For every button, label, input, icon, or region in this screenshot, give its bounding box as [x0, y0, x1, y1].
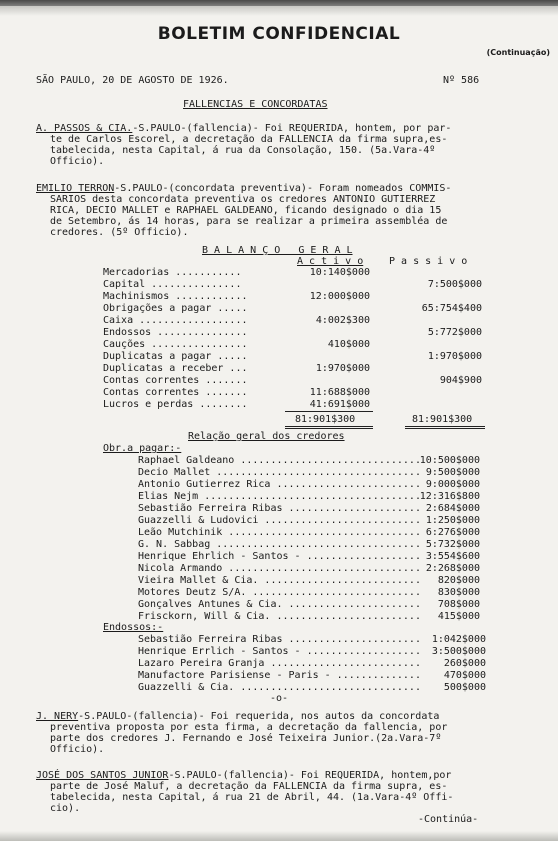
creditor-value: 9:500$000 — [425, 467, 480, 478]
creditor-name: G. N. Sabbag .................................. — [138, 539, 421, 550]
balanco-row-passivo: 904$900 — [439, 375, 482, 386]
entry-line: parte de José Maluf, a decretação da FALLENCIA da firma supra, es- — [50, 781, 448, 792]
endosso-name: Sebastião Ferreira Ribas ...................... — [138, 634, 421, 645]
passivo-header: P a s s i v o — [389, 256, 468, 267]
balanco-row-label: Lucros e perdas ........ — [103, 399, 248, 410]
balanco-row-activo: 1:970$000 — [315, 363, 370, 374]
balanco-row-label: Caixa .................. — [103, 315, 248, 326]
creditor-name: Antonio Gutierrez Rica ........................ — [138, 479, 421, 490]
activo-header: A c t i v o — [297, 256, 364, 267]
entry-line: te de Carlos Escorel, a decretação da FALLENCIA da firma supra,es- — [50, 134, 448, 145]
obr-label: Obr.a pagar:- — [103, 443, 182, 454]
creditor-value: 12:316$800 — [419, 491, 480, 502]
balanco-row-passivo: 7:500$000 — [427, 279, 482, 290]
entry-line: tabelecida, nesta Capital, á rua 21 de Abril, 44. (1a.Vara-4º Offi- — [50, 792, 454, 803]
endosso-name: Lazaro Pereira Granja ......................... — [138, 658, 421, 669]
balanco-row-label: Obrigações a pagar ..... — [103, 303, 248, 314]
balanco-row-label: Duplicatas a pagar ..... — [103, 351, 248, 362]
entry-name: EMILIO TERRON — [36, 183, 115, 194]
entry-name: JOSÉ DOS SANTOS JUNIOR — [36, 770, 169, 781]
total-passivo: 81:901$300 — [412, 414, 473, 425]
creditor-value: 708$000 — [437, 599, 480, 610]
continues-note: -Continúa- — [418, 814, 479, 825]
activo-total-rule — [285, 426, 373, 429]
entry-line: SARIOS desta concordata preventiva os credores ANTONIO GUTIERREZ — [50, 194, 436, 205]
creditor-name: Guazzelli & Ludovici .......................... — [138, 515, 421, 526]
balanco-row-activo: 4:002$300 — [315, 315, 370, 326]
credores-title: Relação geral dos credores — [188, 431, 345, 442]
balanco-row-label: Duplicatas a receber ... — [103, 363, 248, 374]
creditor-name: Decio Mallet .................................. — [138, 467, 421, 478]
creditor-value: 10:500$000 — [419, 455, 480, 466]
endossos-label: Endossos:- — [103, 622, 164, 633]
creditor-name: Nicola Armando ................................ — [138, 563, 421, 574]
entry-name: J. NERY — [36, 711, 79, 722]
creditor-name: Elias Nejm .................................... — [138, 491, 421, 502]
creditor-name: Frisckorn, Will & Cia. ........................ — [138, 611, 421, 622]
entry-line: parte dos credores J. Fernando e José Teixeira Junior.(2a.Vara-7º — [50, 733, 442, 744]
separator: -o- — [270, 693, 289, 704]
entry-line: credores. (5º Officio). — [50, 227, 189, 238]
creditor-value: 820$000 — [437, 575, 480, 586]
creditor-value: 830$000 — [437, 587, 480, 598]
activo-sum-rule — [285, 411, 373, 412]
top-scan-shadow — [0, 6, 558, 16]
passivo-total-rule — [405, 426, 485, 429]
creditor-value: 415$000 — [437, 611, 480, 622]
balanco-title: B A L A N Ç O G E R A L — [202, 245, 353, 256]
creditor-name: Gonçalves Antunes & Cia. ...................... — [138, 599, 421, 610]
balanco-row-passivo: 1:970$000 — [427, 351, 482, 362]
date-line: SÃO PAULO, 20 DE AGOSTO DE 1926. — [36, 75, 229, 86]
entry-line: -S.PAULO-(fallencia)- Foi REQUERIDA, hontem, por par- — [132, 123, 452, 134]
balanco-row-activo: 410$000 — [327, 339, 370, 350]
balanco-row-label: Endossos ............... — [103, 327, 248, 338]
endosso-value: 470$000 — [443, 670, 486, 681]
endosso-name: Henrique Errlich - Santos - ................... — [138, 646, 421, 657]
entry-line: de Setembro, ás 14 horas, para se realizar a primeira assembléa de — [50, 216, 448, 227]
balanco-row-passivo: 65:754$400 — [421, 303, 482, 314]
endosso-value: 1:042$000 — [431, 634, 486, 645]
section-heading: FALLENCIAS E CONCORDATAS — [183, 99, 328, 110]
total-activo: 81:901$300 — [295, 414, 356, 425]
creditor-name: Vieira Mallet & Cia. .......................... — [138, 575, 421, 586]
balanco-row-label: Mercadorias ........... — [103, 267, 242, 278]
balanco-row-passivo: 5:772$000 — [427, 327, 482, 338]
creditor-value: 1:250$000 — [425, 515, 480, 526]
creditor-value: 2:684$000 — [425, 503, 480, 514]
entry-line: Officio). — [50, 156, 105, 167]
entry-line: tabelecida, nesta Capital, á rua da Consolação, 150. (5a.Vara-4º — [50, 145, 436, 156]
endosso-name: Guazzelli & Cia. .............................. — [138, 682, 421, 693]
balanco-row-activo: 41:691$000 — [309, 399, 370, 410]
creditor-value: 9:000$000 — [425, 479, 480, 490]
endosso-name: Manufactore Parisiense - Paris - .............. — [138, 670, 421, 681]
balanco-row-label: Machinismos ............ — [103, 291, 248, 302]
creditor-value: 3:554$600 — [425, 551, 480, 562]
creditor-name: Leão Mutchinik ................................ — [138, 527, 421, 538]
creditor-name: Raphael Galdeano .............................. — [138, 455, 421, 466]
creditor-name: Henrique Ehrlich - Santos - ................... — [138, 551, 421, 562]
bulletin-number: Nº 586 — [443, 75, 480, 86]
balanco-row-label: Contas correntes ....... — [103, 375, 248, 386]
creditor-value: 2:268$000 — [425, 563, 480, 574]
continuation-note: (Continuação) — [486, 48, 550, 57]
entry-line: -S.PAULO-(fallencia)- Foi REQUERIDA, hontem,por — [168, 770, 452, 781]
endosso-value: 500$000 — [443, 682, 486, 693]
entry-line: Officio). — [50, 744, 105, 755]
endosso-value: 3:500$000 — [431, 646, 486, 657]
entry-line: -S.PAULO-(fallencia)- Foi requerida, nos autos da concordata — [78, 711, 440, 722]
entry-line: RICA, DECIO MALLET e RAPHAEL GALDEANO, ficando designado o dia 15 — [50, 205, 442, 216]
entry-line: -S.PAULO-(concordata preventiva)- Foram nomeados COMMIS- — [114, 183, 452, 194]
creditor-value: 6:276$000 — [425, 527, 480, 538]
creditor-name: Motores Deutz S/A. ............................ — [138, 587, 421, 598]
balanco-row-label: Capital ............... — [103, 279, 242, 290]
balanco-row-activo: 12:000$000 — [309, 291, 370, 302]
creditor-value: 5:732$000 — [425, 539, 480, 550]
entry-name: A. PASSOS & CIA. — [36, 123, 133, 134]
endosso-value: 260$000 — [443, 658, 486, 669]
balanco-row-activo: 11:688$000 — [309, 387, 370, 398]
balanco-row-label: Cauções ................ — [103, 339, 248, 350]
balanco-row-activo: 10:140$000 — [309, 267, 370, 278]
balanco-row-label: Contas correntes ....... — [103, 387, 248, 398]
creditor-name: Sebastião Ferreira Ribas ...................... — [138, 503, 421, 514]
bottom-scan-shadow — [0, 831, 558, 841]
entry-line: preventiva proposta por esta firma, a decretação da fallencia, por — [50, 722, 448, 733]
page-title: BOLETIM CONFIDENCIAL — [157, 24, 401, 44]
entry-line: cio). — [50, 803, 81, 814]
